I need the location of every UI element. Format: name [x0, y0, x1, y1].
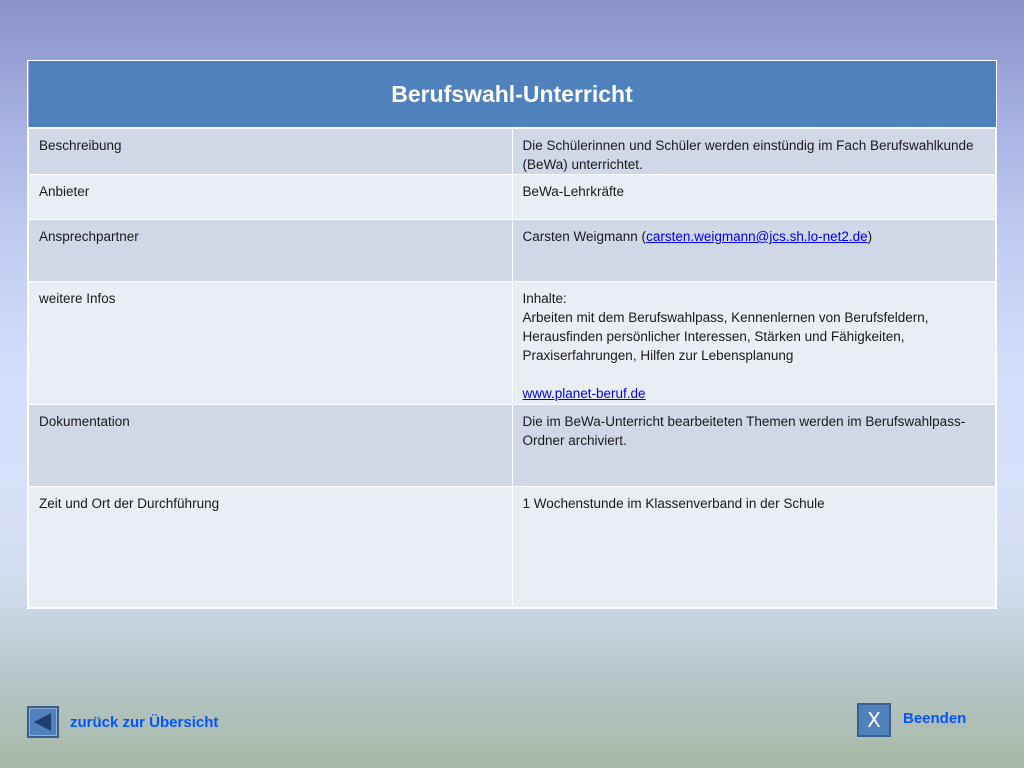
- row-value: Die Schülerinnen und Schüler werden einstündig im Fach Berufswahlkunde (BeWa) unterrichtet.: [512, 128, 996, 175]
- table-row-beschreibung: [29, 128, 996, 175]
- arrow-left-icon[interactable]: [27, 706, 59, 738]
- info-text: Arbeiten mit dem Berufswahlpass, Kennenlernen von Berufsfeldern, Herausfinden persönlicher Interessen, Stärken und Fähigkeiten, Praxiserfahrungen, Hilfen zur Lebensplanung: [522, 310, 929, 363]
- planet-beruf-link[interactable]: www.planet-beruf.de: [522, 386, 646, 401]
- row-label: Beschreibung: [29, 128, 513, 175]
- exit-label[interactable]: Beenden: [903, 710, 967, 727]
- table-row-dokumentation: [29, 405, 996, 487]
- info-spacer: [523, 365, 986, 384]
- back-to-overview-button[interactable]: [27, 706, 218, 738]
- table-row-zeit-ort: [29, 487, 996, 608]
- row-label: Anbieter: [29, 175, 513, 220]
- table-row-weitere-infos: [29, 282, 996, 405]
- row-value: Die im BeWa-Unterricht bearbeiteten Themen werden im Berufswahlpass-Ordner archiviert.: [512, 405, 996, 487]
- row-value: [512, 220, 996, 282]
- row-label: weitere Infos: [29, 282, 513, 405]
- row-label: Dokumentation: [29, 405, 513, 487]
- contact-name: Carsten Weigmann (: [522, 229, 647, 244]
- table-title: Berufswahl-Unterricht: [29, 61, 996, 128]
- arrow-left-shape: [34, 713, 51, 731]
- close-icon[interactable]: X: [857, 703, 891, 737]
- row-value: BeWa-Lehrkräfte: [512, 175, 996, 220]
- info-table: [28, 61, 996, 608]
- contact-email-link[interactable]: carsten.weigmann@jcs.sh.lo-net2.de: [646, 229, 868, 244]
- back-label[interactable]: zurück zur Übersicht: [70, 713, 219, 731]
- table-header-row: [29, 61, 996, 128]
- row-label: Zeit und Ort der Durchführung: [29, 487, 513, 608]
- table-row-anbieter: [29, 175, 996, 220]
- info-table-container: [27, 60, 997, 609]
- contact-suffix: ): [867, 229, 873, 244]
- row-value: [512, 282, 996, 405]
- row-value: 1 Wochenstunde im Klassenverband in der Schule: [512, 487, 996, 608]
- row-label: Ansprechpartner: [29, 220, 513, 282]
- table-row-ansprechpartner: [29, 220, 996, 282]
- exit-button[interactable]: [857, 703, 966, 737]
- info-heading: Inhalte:: [522, 291, 567, 306]
